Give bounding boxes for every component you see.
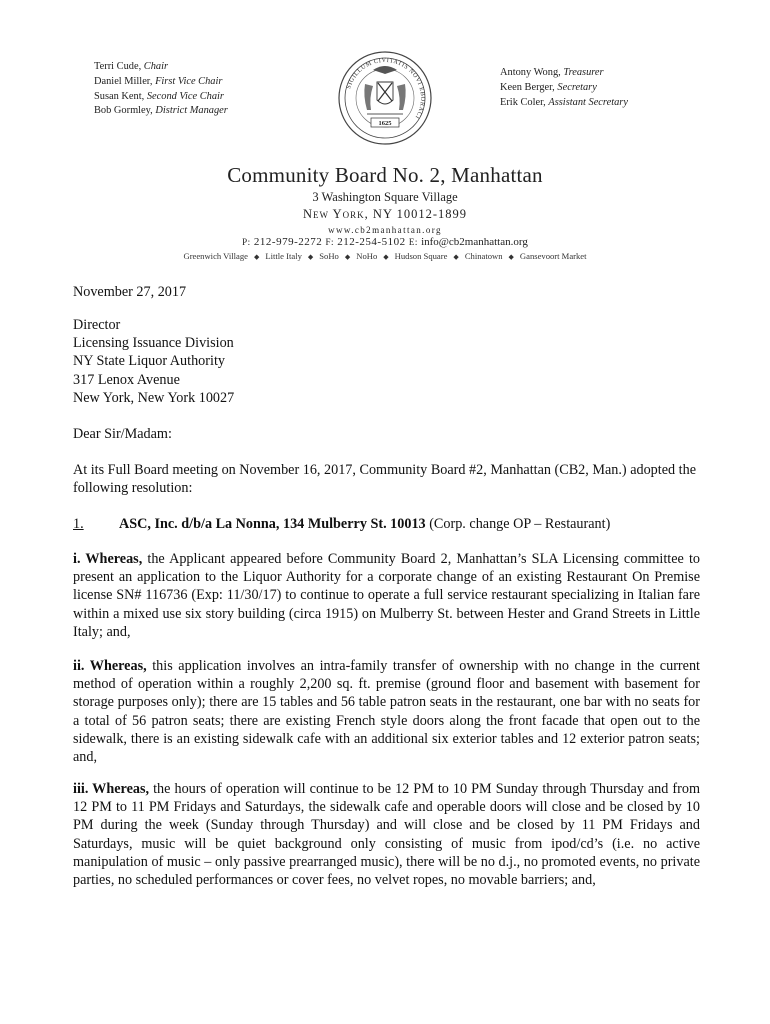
salutation: Dear Sir/Madam: <box>73 426 172 442</box>
neighborhood-item: SoHo <box>319 251 339 261</box>
separator-diamond-icon: ◆ <box>383 253 389 261</box>
intro-paragraph: At its Full Board meeting on November 16, 2017, Community Board #2, Manhattan (CB2, Man.) adopted the following resolution: <box>73 462 696 497</box>
address-line-2: New York, NY 10012-1899 <box>302 207 468 221</box>
website-link[interactable]: www.cb2manhattan.org <box>328 225 442 235</box>
email-label: E: <box>408 237 418 247</box>
officer-treasurer: Antony Wong, Treasurer <box>500 67 604 78</box>
separator-diamond-icon: ◆ <box>344 253 351 261</box>
officer-chair: Terri Cude, Chair <box>94 61 169 72</box>
whereas-lead: iii. Whereas, <box>73 781 150 797</box>
recipient-line: NY State Liquor Authority <box>73 353 225 370</box>
seal-motto: SIGILLUM CIVITATIS NOVI EBORACI <box>345 56 427 121</box>
neighborhood-item: Chinatown <box>464 251 503 261</box>
whereas-text: the Applicant appeared before Community Board 2, Manhattan’s SLA Licensing committee to present an application to the Liquor Authority for a corporate change of an existing Restaurant On Premise license SN# 116736 (Exp: 11/30/17) to continue to operate a full service restaurant specializing in Italian fare within a mixed use six story building (circa 1915) on Mulberry St. between Hester and Grand Streets in Little Italy; and, <box>73 551 700 640</box>
separator-diamond-icon: ◆ <box>508 253 514 261</box>
fax-label: F: <box>325 237 334 247</box>
item-note: (Corp. change OP – Restaurant) <box>425 516 611 532</box>
whereas-paragraph-i <box>73 550 700 641</box>
nyc-seal-icon <box>335 48 435 148</box>
whereas-lead: i. Whereas, <box>73 551 143 567</box>
recipient-line: Licensing Issuance Division <box>73 335 234 352</box>
officers-right <box>500 66 628 110</box>
neighborhood-item: Hudson Square <box>394 251 448 261</box>
recipient-line: 317 Lenox Avenue <box>73 371 180 388</box>
item-number: 1. <box>73 516 84 532</box>
address-line-1: 3 Washington Square Village <box>312 190 458 204</box>
recipient-address <box>73 316 700 407</box>
whereas-text: the hours of operation will continue to be 12 PM to 10 PM Sunday through Thursday and from 12 PM to 11 PM Fridays and Saturdays, the sidewalk cafe and operable doors will close and be closed by 10 PM during the week (Sunday through Thursday) and will close and be closed by 11 PM Fridays and Saturdays, music will be quiet background only consisting of music from ipod/cd’s (i.e. no active manipulation of music – only passive prearranged music), there will be no d.j., no promoted events, no private parties, no scheduled performances or cover fees, no velvet ropes, no movable barriers; and, <box>73 781 700 889</box>
neighborhood-item: Gansevoort Market <box>519 251 587 261</box>
neighborhood-item: NoHo <box>356 251 378 261</box>
email-link[interactable]: info@cb2manhattan.org <box>421 236 528 248</box>
separator-diamond-icon: ◆ <box>307 253 314 261</box>
whereas-lead: ii. Whereas, <box>73 658 147 674</box>
whereas-paragraph-iii <box>73 780 700 889</box>
recipient-line: New York, New York 10027 <box>73 389 235 406</box>
whereas-paragraph-ii <box>73 657 700 766</box>
item-title: ASC, Inc. d/b/a La Nonna, 134 Mulberry St. 10013 <box>119 516 426 532</box>
fax-number: 212-254-5102 <box>337 236 406 248</box>
whereas-text: this application involves an intra-family transfer of ownership with no change in the current method of operation within a roughly 2,200 sq. ft. premise (ground floor and basement with basement for storage purposes only); there are 15 tables and 56 table patron seats in the restaurant, one bar with no seats for a total of 56 patron seats; there are existing French style doors along the front facade that open out to the sidewalk, there is an existing sidewalk cafe with an additional six exterior tables and 12 exterior patron seats; and, <box>73 658 700 766</box>
officer-district-manager: Bob Gormley, District Manager <box>94 105 228 117</box>
board-name: Community Board No. 2, Manhattan <box>227 163 543 187</box>
seal-year: 1625 <box>378 120 392 127</box>
letter-date: November 27, 2017 <box>73 284 187 300</box>
separator-diamond-icon: ◆ <box>453 253 459 261</box>
neighborhood-item: Greenwich Village <box>183 251 248 261</box>
separator-diamond-icon: ◆ <box>253 253 260 261</box>
phone-number: 212-979-2272 <box>253 236 323 248</box>
officer-second-vice-chair: Susan Kent, Second Vice Chair <box>94 90 224 102</box>
recipient-line: Director <box>73 317 121 333</box>
officers-left <box>94 60 228 119</box>
resolution-item-heading <box>73 515 700 533</box>
neighborhood-item: Little Italy <box>265 251 302 261</box>
officer-secretary: Keen Berger, Secretary <box>500 81 597 93</box>
phone-label: P: <box>242 237 251 247</box>
officer-assistant-secretary: Erik Coler, Assistant Secretary <box>500 96 628 108</box>
officer-first-vice-chair: Daniel Miller, First Vice Chair <box>94 75 223 87</box>
contact-line <box>0 236 770 248</box>
neighborhoods-list <box>0 251 770 261</box>
